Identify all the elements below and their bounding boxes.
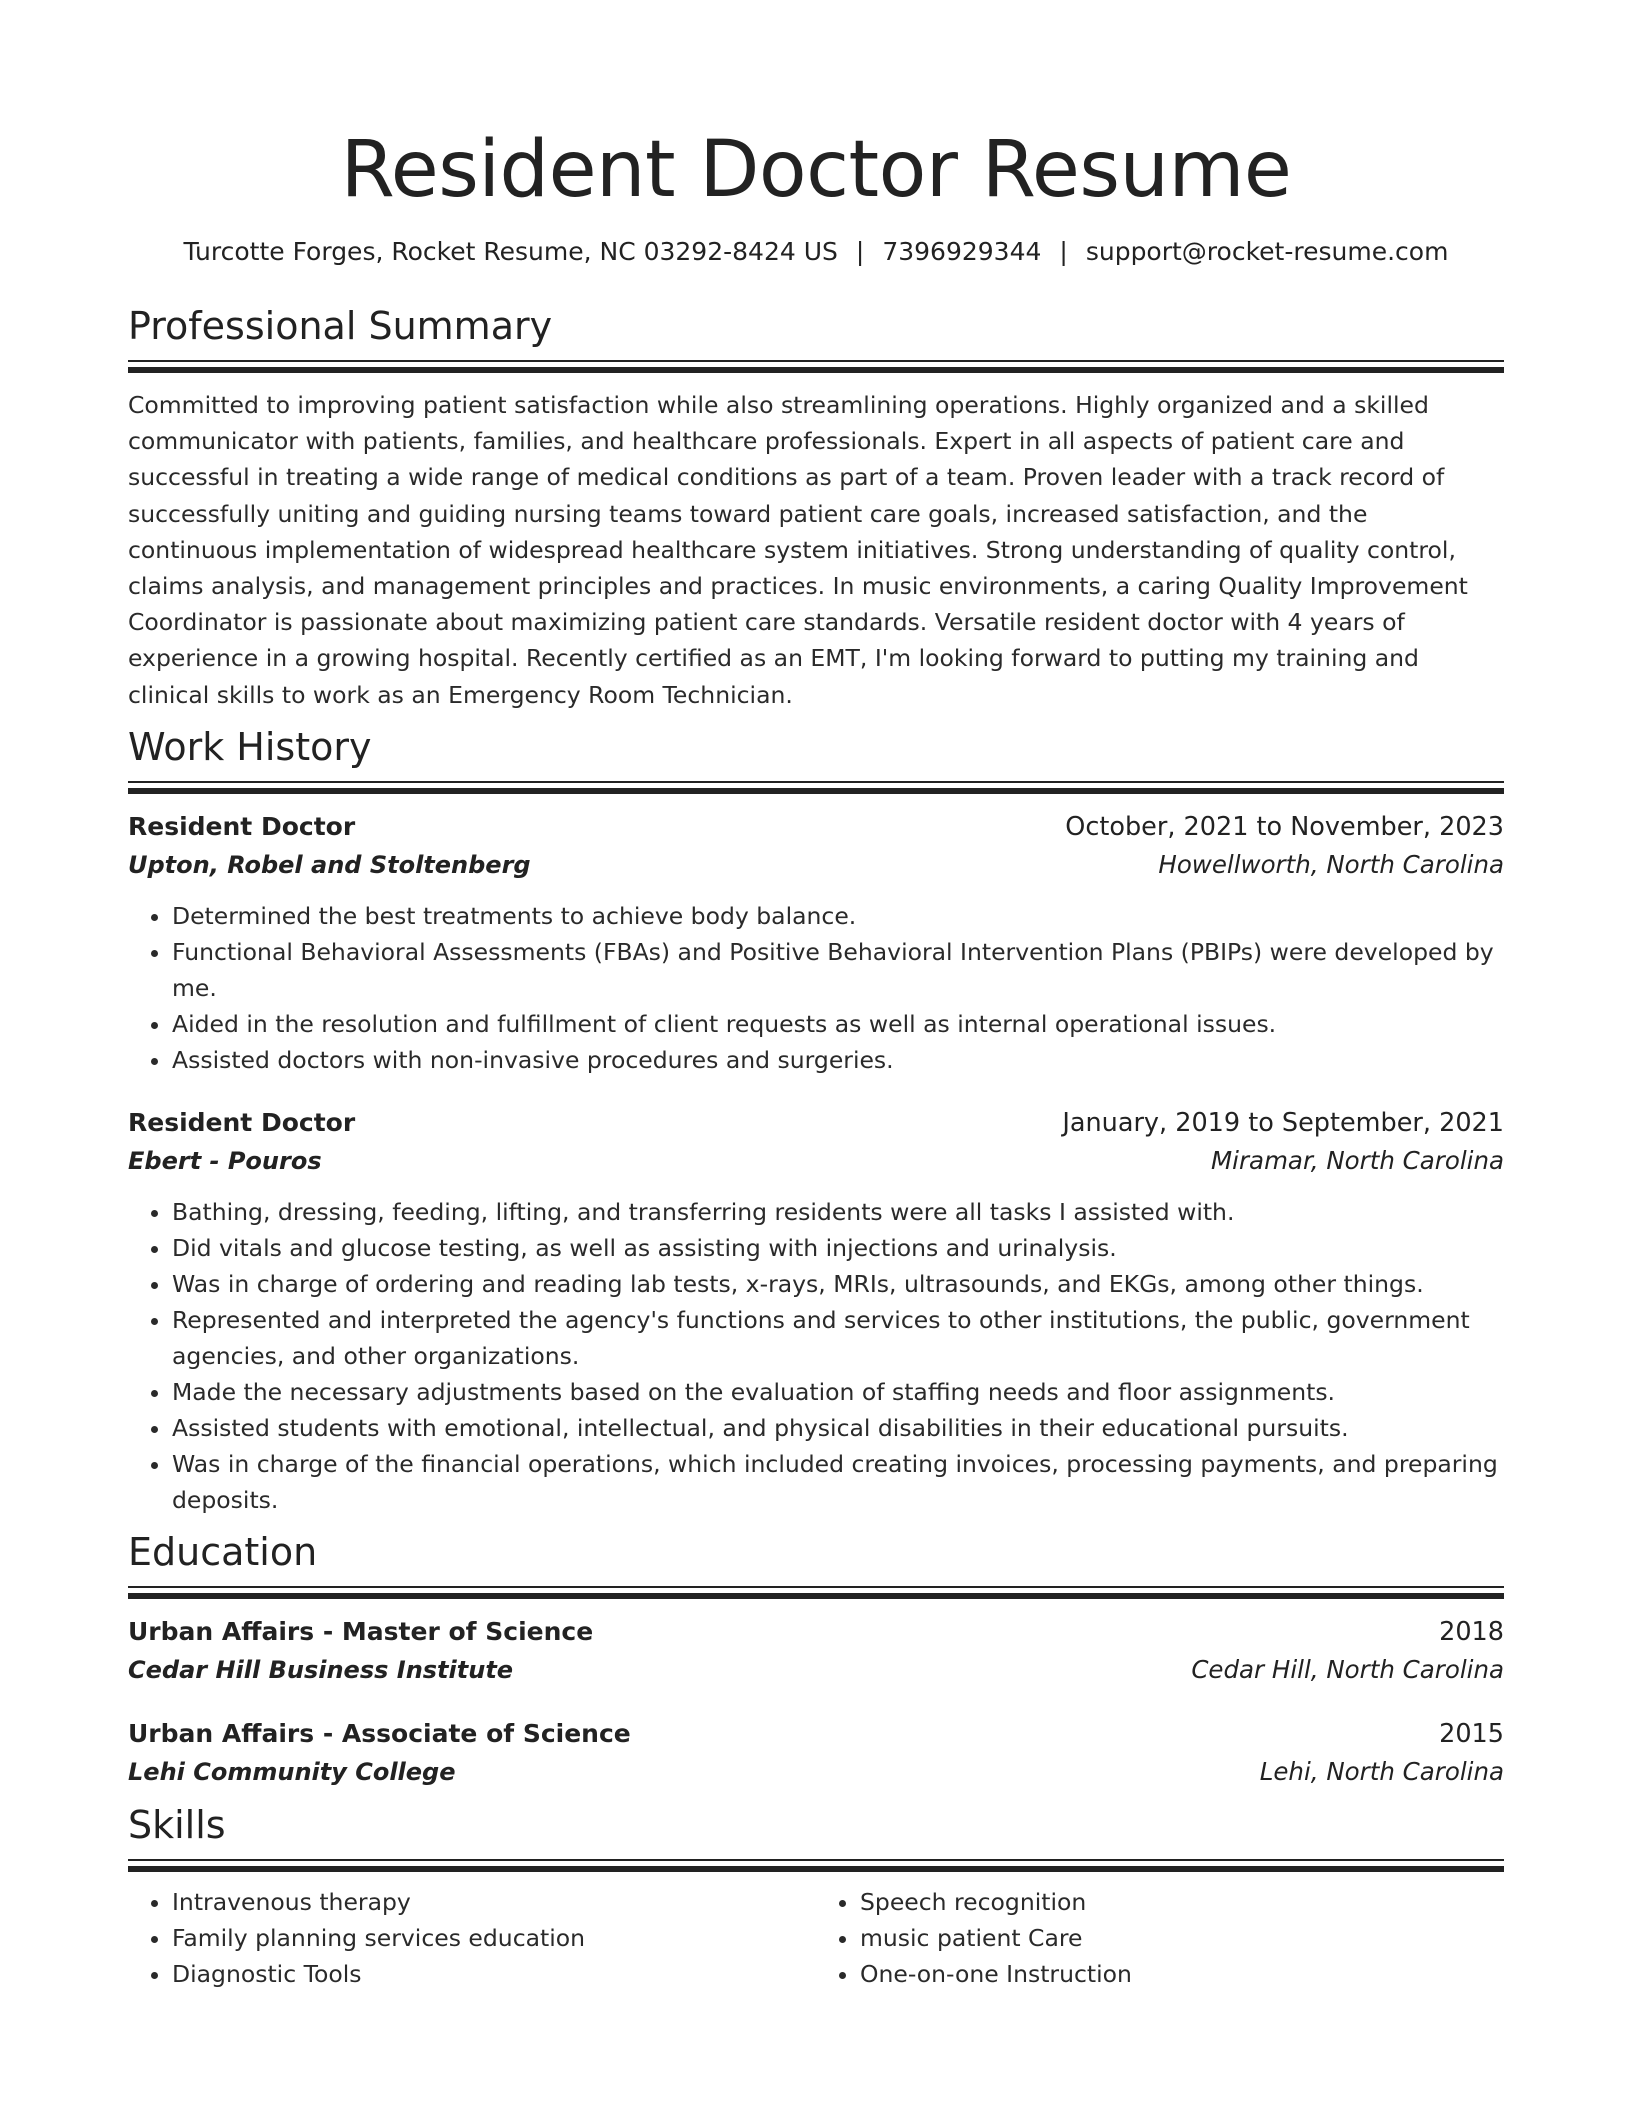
contact-separator: | bbox=[1059, 237, 1068, 266]
education-heading: Education bbox=[128, 1529, 318, 1574]
skills-list-left bbox=[128, 1884, 816, 1992]
education-section bbox=[128, 1528, 1504, 1791]
education-school: Cedar Hill Business Institute bbox=[128, 1655, 514, 1684]
education-location: Lehi, North Carolina bbox=[1259, 1756, 1504, 1786]
job-subheader bbox=[128, 846, 1504, 884]
list-item: • Represented and interpreted the agency's functions and services to other institutions, the public, government agencies, and other organizations. bbox=[172, 1302, 1504, 1374]
list-item: • Assisted doctors with non-invasive procedures and surgeries. bbox=[172, 1042, 1504, 1078]
job-subheader bbox=[128, 1142, 1504, 1180]
job-header bbox=[128, 808, 1504, 846]
job-dates: January, 2019 to September, 2021 bbox=[1062, 1107, 1504, 1138]
job-entry bbox=[128, 808, 1504, 1078]
contact-separator: | bbox=[855, 237, 865, 266]
skill-item: • music patient Care bbox=[860, 1920, 1504, 1956]
skills-heading: Skills bbox=[128, 1802, 226, 1847]
summary-section bbox=[128, 302, 1504, 713]
education-header bbox=[128, 1613, 1504, 1651]
list-item: • Bathing, dressing, feeding, lifting, and transferring residents were all tasks I assisted with. bbox=[172, 1194, 1504, 1230]
education-year: 2018 bbox=[1439, 1616, 1504, 1647]
education-location: Cedar Hill, North Carolina bbox=[1191, 1654, 1504, 1684]
education-subheader bbox=[128, 1753, 1504, 1791]
job-company: Upton, Robel and Stoltenberg bbox=[128, 850, 531, 879]
list-item: • Assisted students with emotional, intellectual, and physical disabilities in their educational pursuits. bbox=[172, 1410, 1504, 1446]
education-entry bbox=[128, 1613, 1504, 1689]
resume-title: Resident Doctor Resume bbox=[340, 125, 1292, 215]
skill-item: • Diagnostic Tools bbox=[172, 1956, 816, 1992]
job-location: Howellworth, North Carolina bbox=[1158, 849, 1504, 879]
work-history-section bbox=[128, 723, 1504, 1518]
education-header bbox=[128, 1715, 1504, 1753]
job-dates: October, 2021 to November, 2023 bbox=[1065, 811, 1504, 842]
skill-item: • Family planning services education bbox=[172, 1920, 816, 1956]
job-company: Ebert - Pouros bbox=[128, 1146, 322, 1175]
job-title: Resident Doctor bbox=[128, 1107, 356, 1137]
skill-item: • Intravenous therapy bbox=[172, 1884, 816, 1920]
skill-item: • One-on-one Instruction bbox=[860, 1956, 1504, 1992]
education-subheader bbox=[128, 1651, 1504, 1689]
list-item: • Aided in the resolution and fulfillment of client requests as well as internal operational issues. bbox=[172, 1006, 1504, 1042]
skills-section bbox=[128, 1801, 1504, 1992]
job-bullets bbox=[128, 898, 1504, 1078]
education-entry bbox=[128, 1715, 1504, 1791]
job-bullets bbox=[128, 1194, 1504, 1518]
list-item: • Determined the best treatments to achieve body balance. bbox=[172, 898, 1504, 934]
section-divider bbox=[128, 1859, 1504, 1872]
list-item: • Functional Behavioral Assessments (FBAs) and Positive Behavioral Intervention Plans (PBIPs) were developed by me. bbox=[172, 934, 1504, 1006]
education-school: Lehi Community College bbox=[128, 1757, 456, 1786]
education-year: 2015 bbox=[1439, 1718, 1504, 1749]
job-header bbox=[128, 1104, 1504, 1142]
contact-email: support@rocket-resume.com bbox=[1085, 237, 1449, 266]
summary-text: Committed to improving patient satisfaction while also streamlining operations. Highly organized and a skilled communicator with patients, families, and healthcare professionals. Expert in all aspects of patient care and successful in treating a wide range of medical conditions as part of a team. Proven leader with a track record of successfully uniting and guiding nursing teams toward patient care goals, increased satisfaction, and the continuous implementation of widespread healthcare system initiatives. Strong understanding of quality control, claims analysis, and management principles and practices. In music environments, a caring Quality Improvement Coordinator is passionate about maximizing patient care standards. Versatile resident doctor with 4 years of experience in a growing hospital. Recently certified as an EMT, I'm looking forward to putting my training and clinical skills to work as an Emergency Room Technician. bbox=[128, 391, 1468, 709]
work-history-heading: Work History bbox=[128, 724, 372, 769]
section-divider bbox=[128, 1586, 1504, 1599]
skills-list-right bbox=[816, 1884, 1504, 1992]
list-item: • Was in charge of the financial operations, which included creating invoices, processing payments, and preparing deposits. bbox=[172, 1446, 1504, 1518]
education-degree: Urban Affairs - Master of Science bbox=[128, 1616, 594, 1646]
contact-line bbox=[128, 236, 1504, 268]
contact-phone: 7396929344 bbox=[882, 237, 1042, 266]
contact-address: Turcotte Forges, Rocket Resume, NC 03292-8424 US bbox=[183, 237, 838, 266]
section-divider bbox=[128, 781, 1504, 794]
skills-columns bbox=[128, 1884, 1504, 1992]
list-item: • Was in charge of ordering and reading lab tests, x-rays, MRIs, ultrasounds, and EKGs, among other things. bbox=[172, 1266, 1504, 1302]
list-item: • Did vitals and glucose testing, as well as assisting with injections and urinalysis. bbox=[172, 1230, 1504, 1266]
resume-page bbox=[128, 0, 1504, 1992]
job-location: Miramar, North Carolina bbox=[1211, 1145, 1504, 1175]
education-degree: Urban Affairs - Associate of Science bbox=[128, 1718, 631, 1748]
list-item: • Made the necessary adjustments based on the evaluation of staffing needs and floor assignments. bbox=[172, 1374, 1504, 1410]
summary-heading: Professional Summary bbox=[128, 304, 553, 348]
job-entry bbox=[128, 1104, 1504, 1518]
skill-item: • Speech recognition bbox=[860, 1884, 1504, 1920]
section-divider bbox=[128, 360, 1504, 373]
job-title: Resident Doctor bbox=[128, 811, 356, 841]
